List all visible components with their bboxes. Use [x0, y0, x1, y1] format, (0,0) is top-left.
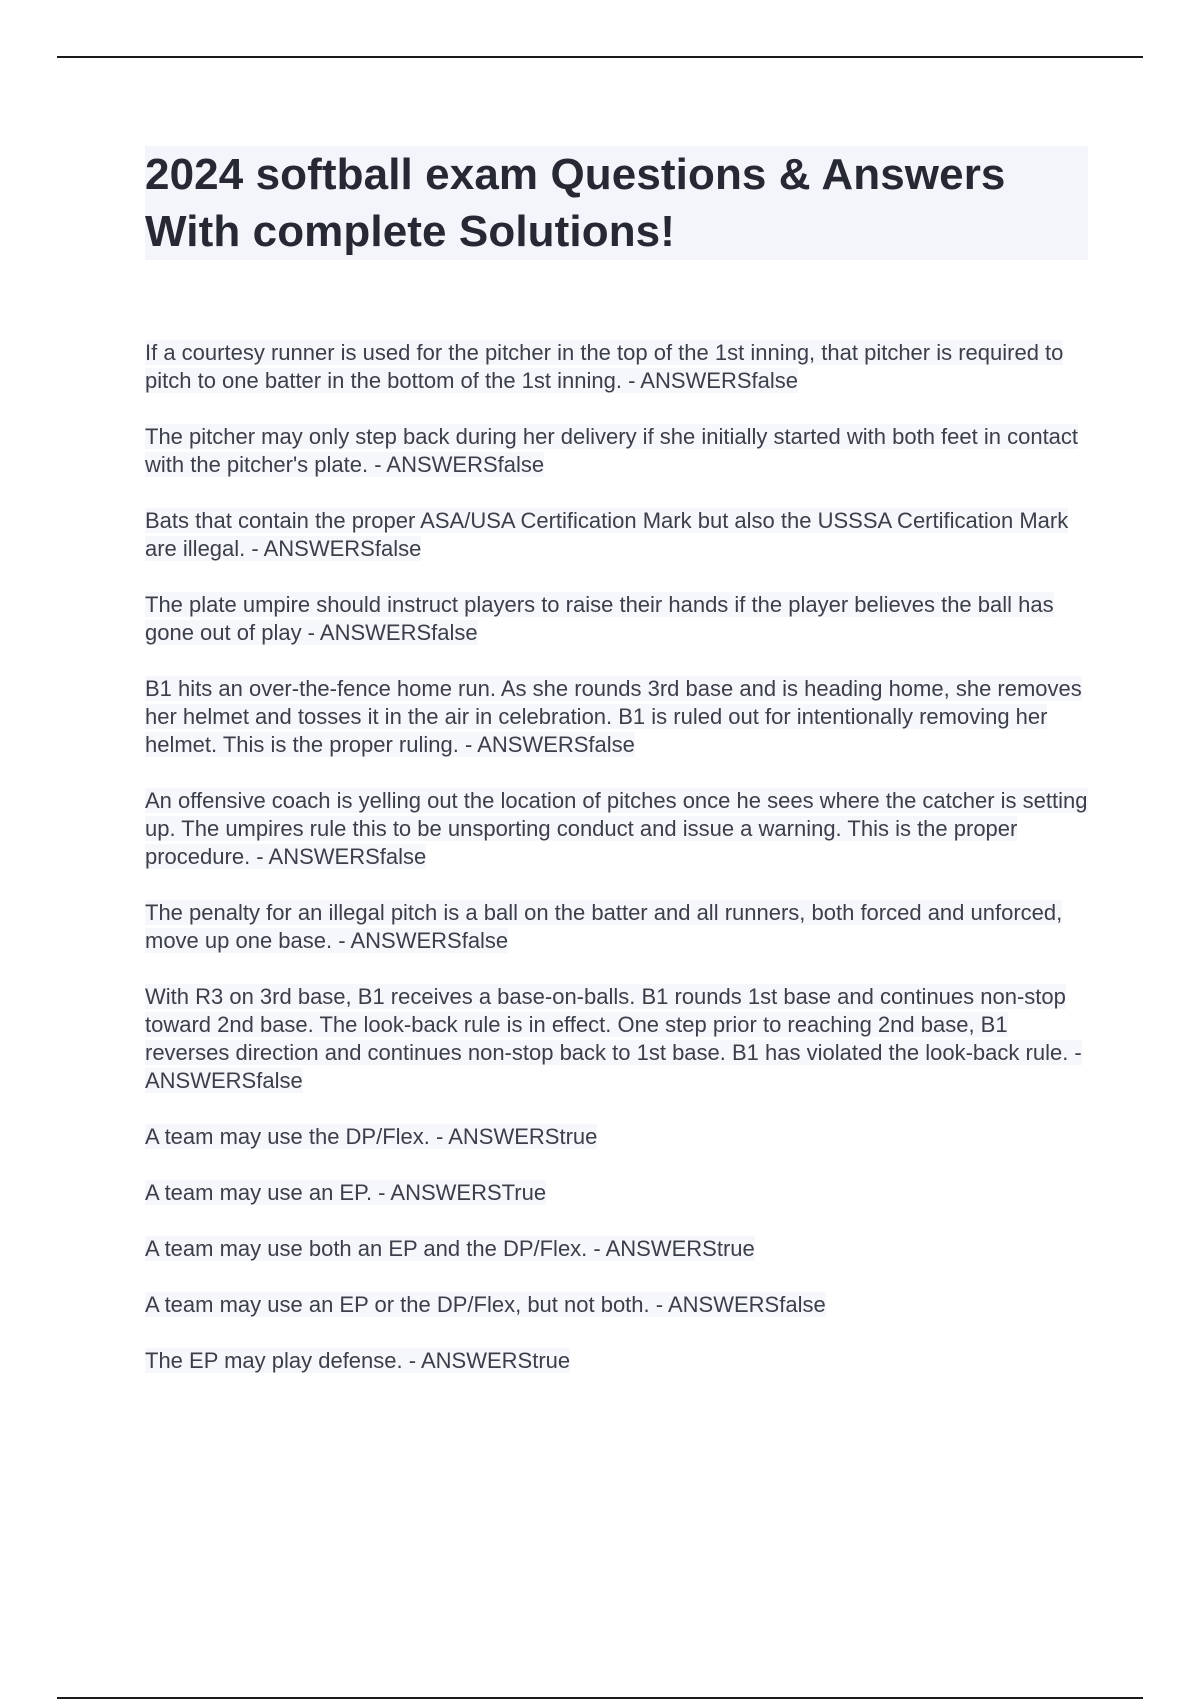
- qa-list: [145, 339, 1095, 1403]
- qa-item-text: A team may use an EP. - ANSWERSTrue: [145, 1180, 547, 1205]
- qa-item: [145, 1347, 1095, 1375]
- qa-item-text: B1 hits an over-the-fence home run. As she rounds 3rd base and is heading home, she removes her helmet and tosses it in the air in celebration. B1 is ruled out for intentionally removing her helmet. This is the proper ruling. - ANSWERSfalse: [145, 676, 1082, 757]
- qa-item: [145, 507, 1095, 563]
- qa-item: [145, 787, 1095, 871]
- qa-item: [145, 1291, 1095, 1319]
- qa-item-text: The penalty for an illegal pitch is a ball on the batter and all runners, both forced and unforced, move up one base. - ANSWERSfalse: [145, 900, 1063, 953]
- qa-item: [145, 423, 1095, 479]
- qa-item: [145, 1123, 1095, 1151]
- qa-item-text: The EP may play defense. - ANSWERStrue: [145, 1348, 571, 1373]
- qa-item: [145, 591, 1095, 647]
- qa-item-text: With R3 on 3rd base, B1 receives a base-on-balls. B1 rounds 1st base and continues non-stop toward 2nd base. The look-back rule is in effect. One step prior to reaching 2nd base, B1 reverses direction and continues non-stop back to 1st base. B1 has violated the look-back rule. - ANSWERSfalse: [145, 984, 1082, 1093]
- qa-item-text: The plate umpire should instruct players to raise their hands if the player believes the ball has gone out of play - ANSWERSfalse: [145, 592, 1054, 645]
- bottom-divider: [57, 1697, 1143, 1699]
- qa-item-text: A team may use both an EP and the DP/Flex. - ANSWERStrue: [145, 1236, 755, 1261]
- qa-item-text: A team may use an EP or the DP/Flex, but not both. - ANSWERSfalse: [145, 1292, 826, 1317]
- qa-item: [145, 983, 1095, 1095]
- page-title: 2024 softball exam Questions & Answers With complete Solutions!: [145, 150, 1006, 256]
- qa-item-text: An offensive coach is yelling out the location of pitches once he sees where the catcher is setting up. The umpires rule this to be unsporting conduct and issue a warning. This is the proper procedure. - ANSWERSfalse: [145, 788, 1088, 869]
- title-block: [145, 146, 1088, 260]
- qa-item-text: Bats that contain the proper ASA/USA Certification Mark but also the USSSA Certification Mark are illegal. - ANSWERSfalse: [145, 508, 1069, 561]
- qa-item-text: If a courtesy runner is used for the pitcher in the top of the 1st inning, that pitcher is required to pitch to one batter in the bottom of the 1st inning. - ANSWERSfalse: [145, 340, 1064, 393]
- qa-item-text: A team may use the DP/Flex. - ANSWERStrue: [145, 1124, 598, 1149]
- qa-item: [145, 1179, 1095, 1207]
- qa-item: [145, 1235, 1095, 1263]
- qa-item-text: The pitcher may only step back during her delivery if she initially started with both feet in contact with the pitcher's plate. - ANSWERSfalse: [145, 424, 1079, 477]
- qa-item: [145, 899, 1095, 955]
- top-divider: [57, 56, 1143, 58]
- qa-item: [145, 675, 1095, 759]
- qa-item: [145, 339, 1095, 395]
